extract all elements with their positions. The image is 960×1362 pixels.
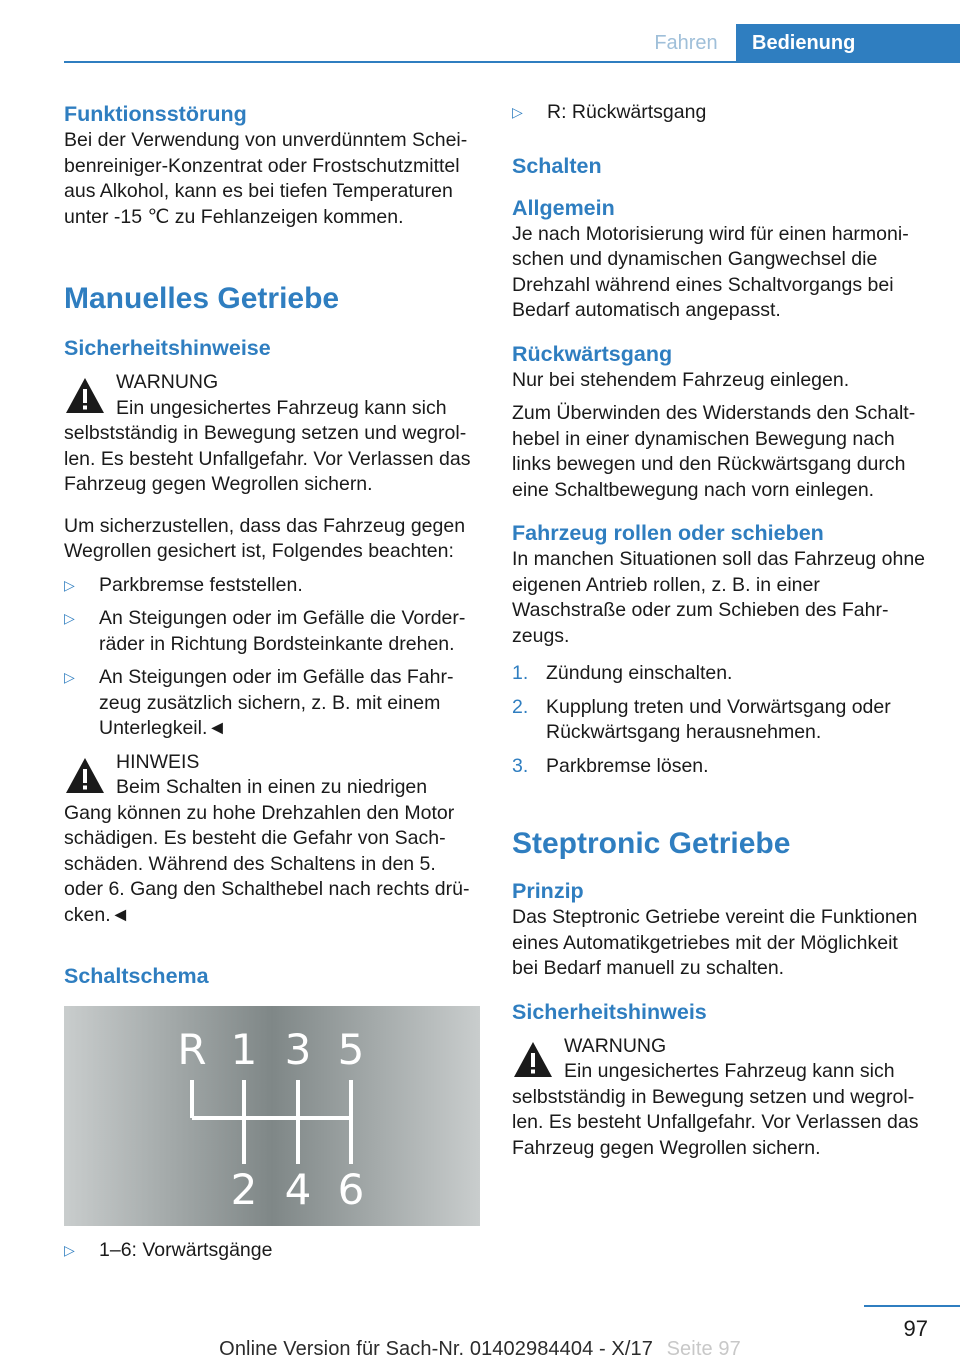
watermark: Seite 97 [666,1338,741,1360]
list-item: ▷ An Steigungen oder im Gefälle die Vorderräder in Richtung Bordsteinkante drehen. [64,606,478,657]
gear-label: 1 [230,1025,258,1074]
list-item: ▷ Parkbremse feststellen. [64,573,478,599]
rueckwaertsgang-text-1: Nur bei stehendem Fahrzeug einlegen. [512,368,850,391]
list-item: 1. Zündung einschalten. [512,662,733,684]
hinweis-text: Beim Schalten in einen zu niedrigen Gang können zu hohe Drehzahlen den Motor schädigen. Es besteht die Gefahr von Sachschäden. Während des Schaltens in den 5. oder 6. Gang den Schalthebel nach rechts drücken.◄ [64,776,470,926]
warning-block-2 [512,1034,928,1162]
list-item: ▷ An Steigungen oder im Gefälle das Fahrzeug zusätzlich sichern, z. B. mit einem Unterlegkeil.◄ [64,665,478,742]
warning-block-1 [64,370,478,498]
rollen-heading: Fahrzeug rollen oder schieben [512,521,824,545]
gear-label: R [177,1025,207,1074]
tab-fahren[interactable]: Fahren [636,24,736,62]
warning-text: Ein ungesichertes Fahrzeug kann sich selbstständig in Bewegung setzen und wegrollen. Es besteht Unfallgefahr. Vor Verlassen das Fahrzeug gegen Wegrollen sichern. [64,396,471,495]
gear-shift-diagram [64,1006,480,1226]
rollen-text: In manchen Situationen soll das Fahrzeug ohne eigenen Antrieb rollen, z. B. in einer Waschstraße oder zum Schieben des Fahrzeugs. [512,548,926,647]
allgemein-heading: Allgemein [512,195,615,220]
gear-label: 4 [284,1165,312,1214]
gear-label: 6 [337,1165,365,1214]
sicherheitshinweis-heading: Sicherheitshinweis [512,999,707,1024]
warning-triangle-icon [64,376,106,416]
gear-label: 5 [337,1025,365,1074]
manuelles-getriebe-heading: Manuelles Getriebe [64,282,340,315]
gear-label: 3 [284,1025,312,1074]
left-column [64,100,478,990]
numbered-steps [512,661,928,779]
sicherstellen-text: Um sicherzustellen, dass das Fahrzeug gegen Wegrollen gesichert ist, Folgendes beachten: [64,514,466,562]
schaltschema-heading: Schaltschema [64,964,209,988]
steptronic-heading: Steptronic Getriebe [512,827,791,860]
steps-list [64,573,478,742]
list-item: ▷ 1–6: Vorwärtsgänge [64,1238,478,1264]
rueck-list [512,100,928,126]
schalten-heading: Schalten [512,153,602,178]
gear-label: 2 [230,1165,258,1214]
sicherheitshinweise-heading: Sicherheitshinweise [64,336,271,360]
prinzip-text: Das Steptronic Getriebe vereint die Funktionen eines Automatikgetriebes mit der Möglichkeit bei Bedarf manuell zu schalten. [512,906,918,979]
tab-bedienung[interactable]: Bedienung [736,24,960,62]
list-item: 2. Kupplung treten und Vorwärtsgang oder Rückwärtsgang herausnehmen. [512,695,891,743]
funktionsstoerung-heading: Funktionsstörung [64,102,247,126]
warning-label: WARNUNG [116,371,219,393]
hinweis-block [64,750,478,929]
funktionsstoerung-text: Bei der Verwendung von unverdünntem Scheibenreiniger-Konzentrat oder Frostschutzmittel aus Alkohol, kann es bei tiefen Temperaturen unter -15 ℃ zu Fehlanzeigen kommen. [64,129,468,228]
list-item: ▷ R: Rückwärtsgang [512,100,928,126]
warning-triangle-icon [64,756,106,796]
hinweis-label: HINWEIS [116,750,200,773]
right-column [512,100,928,1161]
vorwaerts-list [64,1238,478,1272]
rueckwaertsgang-text-2: Zum Überwinden des Widerstands den Schalthebel in einer dynamischen Bewegung nach links bewegen und den Rückwärtsgang durch eine Schaltbewegung nach vorn einlegen. [512,402,916,501]
online-version-note: Online Version für Sach-Nr. 01402984404 - X/17 Seite 97 [219,1338,741,1360]
prinzip-heading: Prinzip [512,879,584,903]
warning-label: WARNUNG [564,1034,667,1057]
allgemein-text: Je nach Motorisierung wird für einen harmonischen und dynamischen Gangwechsel die Drehzahl während eines Schaltvorgangs bei Bedarf automatisch angepasst. [512,222,909,321]
list-item: 3. Parkbremse lösen. [512,754,709,777]
footer-rule [864,1305,960,1307]
header-rule [64,61,960,63]
warning-triangle-icon [512,1040,554,1080]
warning-text: Ein ungesichertes Fahrzeug kann sich selbstständig in Bewegung setzen und wegrollen. Es besteht Unfallgefahr. Vor Verlassen das Fahrzeug gegen Wegrollen sichern. [512,1060,919,1159]
page-number: 97 [903,1316,928,1341]
rueckwaertsgang-heading: Rückwärtsgang [512,341,673,366]
